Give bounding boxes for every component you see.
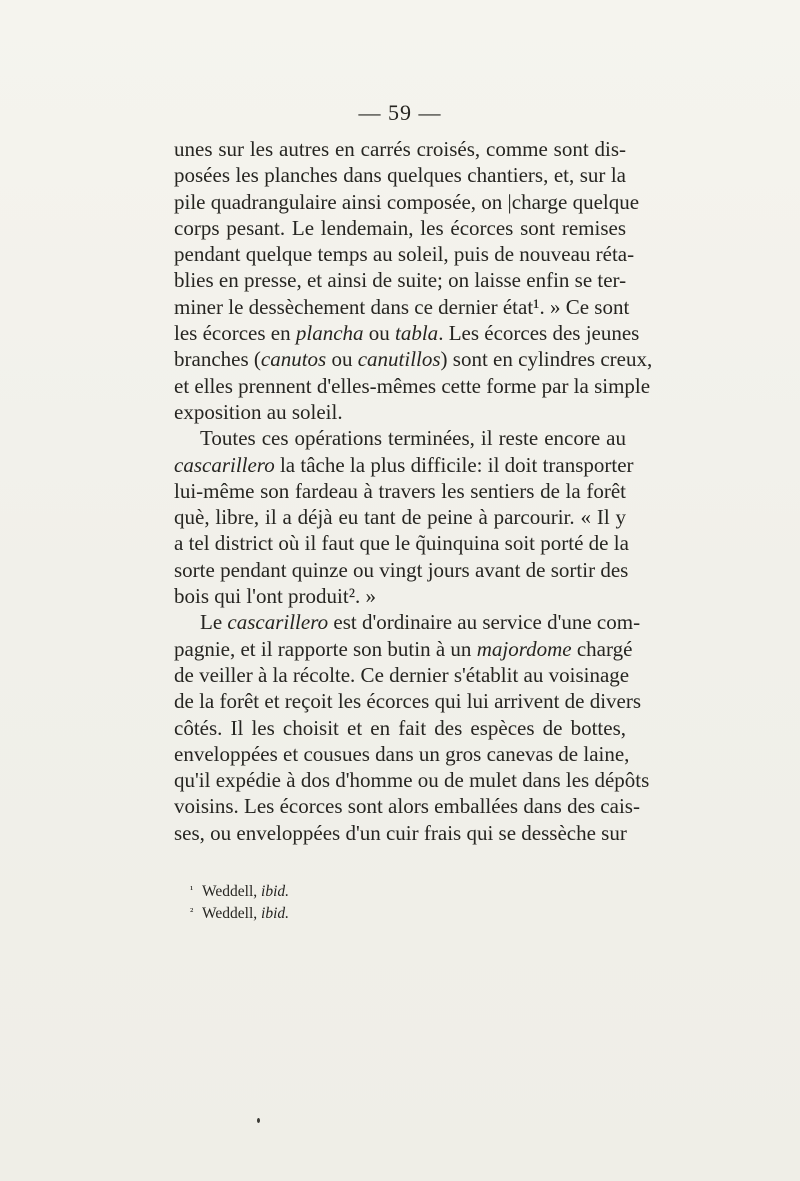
text-run: ou [363, 321, 396, 346]
text-run: miner le dessèchement dans ce dernier état¹. » Ce sont [174, 294, 630, 319]
text-line [174, 241, 635, 267]
footnote-ref: ibid. [261, 883, 290, 900]
text-line [174, 215, 626, 241]
text-line [174, 425, 626, 451]
text-run: de la forêt et reçoit les écorces qui lui arrivent de divers [174, 689, 642, 714]
italic-term: majordome [476, 636, 572, 661]
text-line [174, 557, 629, 583]
text-line [174, 346, 653, 372]
italic-term: canutillos [357, 347, 441, 372]
text-line [174, 478, 626, 504]
text-run: ses, ou enveloppées d'un cuir frais qui se dessèche sur [174, 820, 627, 845]
text-line [174, 320, 640, 346]
footnote-mark: ¹ [190, 884, 194, 896]
text-line [174, 189, 640, 215]
footnote-author: Weddell, [202, 905, 262, 922]
text-line [174, 688, 642, 714]
text-line [174, 373, 651, 399]
page-number: — 59 — [358, 100, 442, 125]
text-run: la tâche la plus difficile: il doit transporter [274, 452, 634, 477]
text-run: Le [200, 610, 228, 635]
text-line [174, 267, 626, 293]
text-line [174, 136, 626, 162]
body-text [174, 136, 653, 846]
footnote-author: Weddell, [202, 883, 262, 900]
text-run: chargé [571, 636, 633, 661]
text-run: . Les écorces des jeunes [438, 321, 640, 346]
text-run: côtés. Il les choisit et en fait des espèces de bottes, [174, 715, 626, 740]
footnote-ref: ibid. [261, 905, 290, 922]
italic-term: plancha [295, 321, 364, 346]
text-line [174, 793, 640, 819]
text-line [174, 767, 650, 793]
text-run: exposition au soleil. [174, 399, 343, 424]
italic-term: tabla [395, 321, 439, 346]
text-run: de veiller à la récolte. Ce dernier s'établit au voisinage [174, 662, 630, 687]
text-run: enveloppées et cousues dans un gros canevas de laine, [174, 741, 630, 766]
text-line [174, 820, 626, 846]
text-run: voisins. Les écorces sont alors emballées dans des cais- [174, 794, 640, 819]
text-run: qu'il expédie à dos d'homme ou de mulet dans les dépôts [174, 768, 650, 793]
text-run: lui-même son fardeau à travers les sentiers de la forêt [174, 478, 626, 503]
text-run: pile quadrangulaire ainsi composée, on |charge quelque [174, 189, 640, 214]
text-line [174, 662, 630, 688]
text-run: pagnie, et il rapporte son butin à un [174, 636, 477, 661]
text-line [174, 504, 626, 530]
text-run: ) sont en cylindres creux, [440, 347, 653, 372]
text-line [174, 452, 634, 478]
text-line [174, 609, 641, 635]
text-line [174, 530, 629, 556]
text-run: posées les planches dans quelques chantiers, et, sur la [174, 163, 626, 188]
italic-term: canutos [260, 347, 327, 372]
text-run: corps pesant. Le lendemain, les écorces sont remises [174, 215, 626, 240]
italic-term: cascarillero [174, 452, 275, 477]
text-line [174, 399, 626, 425]
text-run: est d'ordinaire au service d'une com- [328, 610, 641, 635]
ink-speck [257, 1118, 260, 1123]
footnote [190, 880, 590, 902]
text-line [174, 715, 626, 741]
text-run: et elles prennent d'elles-mêmes cette forme par la simple [174, 373, 651, 398]
text-run: ou [326, 347, 358, 372]
text-line [174, 162, 626, 188]
footnote-mark: ² [190, 906, 194, 918]
text-run: unes sur les autres en carrés croisés, comme sont dis- [174, 137, 626, 161]
text-line [174, 741, 630, 767]
text-run: a tel district où il faut que le q̃uinquina soit porté de la [174, 531, 629, 556]
text-run: pendant quelque temps au soleil, puis de nouveau réta- [174, 242, 635, 267]
italic-term: cascarillero [227, 610, 329, 635]
footnote [190, 902, 590, 924]
text-run: què, libre, il a déjà eu tant de peine à parcourir. « Il y [174, 505, 626, 530]
footnotes [190, 880, 590, 924]
text-run: sorte pendant quinze ou vingt jours avant de sortir des [174, 557, 629, 582]
text-run: blies en presse, et ainsi de suite; on laisse enfin se ter- [174, 268, 627, 293]
text-run: Toutes ces opérations terminées, il reste encore au [200, 426, 626, 451]
text-run: les écorces en [174, 321, 296, 346]
text-run: branches ( [174, 347, 261, 372]
text-line [174, 636, 633, 662]
text-line [174, 583, 626, 609]
text-run: bois qui l'ont produit². » [174, 584, 377, 609]
text-line [174, 294, 630, 320]
